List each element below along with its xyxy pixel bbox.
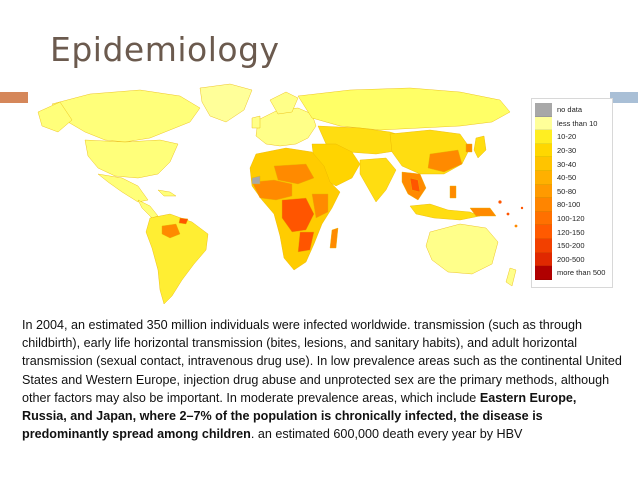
body-text-part1: In 2004, an estimated 350 million individuals were infected worldwide. transmission (such as through childbirth), early life horizontal transmission (bites, lesions, and sanitary habits), and adult horizontal transmission (sexual contact, intravenous drug use). In low prevalence areas such as the continental United States and Western Europe, injection drug abuse and unprotected sex are the primary methods, although other factors may also be important. In moderate prevalence areas, which include [22,318,622,405]
legend-swatch [535,144,552,158]
legend-row [535,144,609,158]
legend-swatch [535,185,552,199]
title-accent-bar [0,92,28,103]
legend-swatch [535,171,552,185]
russia [298,88,510,130]
legend-row [535,117,609,131]
world-prevalence-map [30,82,530,307]
body-text-emphasis: Eastern Europe, Russia, and Japan, where 2–7% of the population is chronically infected, the disease is predominantly spread among children [22,390,577,442]
legend-swatch [535,157,552,171]
legend-label: 200-500 [557,254,585,264]
legend-swatch [535,212,552,226]
island-dot [521,207,523,209]
legend-row [535,212,609,226]
legend-label: 120-150 [557,227,585,237]
canada [52,90,200,142]
mexico [98,174,148,202]
europe-land [256,108,316,146]
legend-label: 10-20 [557,132,577,142]
greenland [200,84,252,122]
island-dot [498,200,501,203]
central-america [138,200,158,218]
slide-title: Epidemiology [50,30,280,69]
legend-row [535,253,609,267]
legend-label: 20-30 [557,146,577,156]
island-dot [515,225,518,228]
uk [252,116,260,128]
legend-swatch [535,198,552,212]
legend-row [535,171,609,185]
south-america [146,214,208,304]
legend-row [535,130,609,144]
legend-swatch [535,266,552,280]
madagascar [330,228,338,248]
legend-label: more than 500 [557,268,606,278]
legend-swatch [535,117,552,131]
body-text-part2: . an estimated 600,000 death every year by HBV [250,427,523,442]
legend-row [535,198,609,212]
island-dot [507,213,510,216]
usa [85,140,178,178]
body-paragraph [22,316,622,443]
legend-row [535,185,609,199]
legend-label: 150-200 [557,241,585,251]
legend-swatch [535,253,552,267]
new-zealand [506,268,516,286]
india [360,158,396,202]
north-america [38,90,200,218]
legend-label: 50-80 [557,186,577,196]
korea-hotspot [466,144,472,152]
title-rule-bar [610,92,638,103]
legend-row [535,225,609,239]
legend-label: no data [557,105,583,115]
map-legend [531,98,613,288]
legend-row [535,157,609,171]
australia [426,224,498,274]
legend-label: 100-120 [557,214,585,224]
legend-row [535,239,609,253]
legend-label: 80-100 [557,200,581,210]
legend-label: 30-40 [557,159,577,169]
caribbean [158,190,176,196]
legend-row [535,103,609,117]
legend-swatch [535,130,552,144]
indonesia [410,204,480,220]
japan [474,136,486,158]
legend-label: 40-50 [557,173,577,183]
philippines [450,186,456,198]
legend-row [535,266,609,280]
legend-label: less than 10 [557,118,598,128]
legend-swatch [535,103,552,117]
pacific-islands [498,200,523,227]
legend-swatch [535,225,552,239]
legend-swatch [535,239,552,253]
